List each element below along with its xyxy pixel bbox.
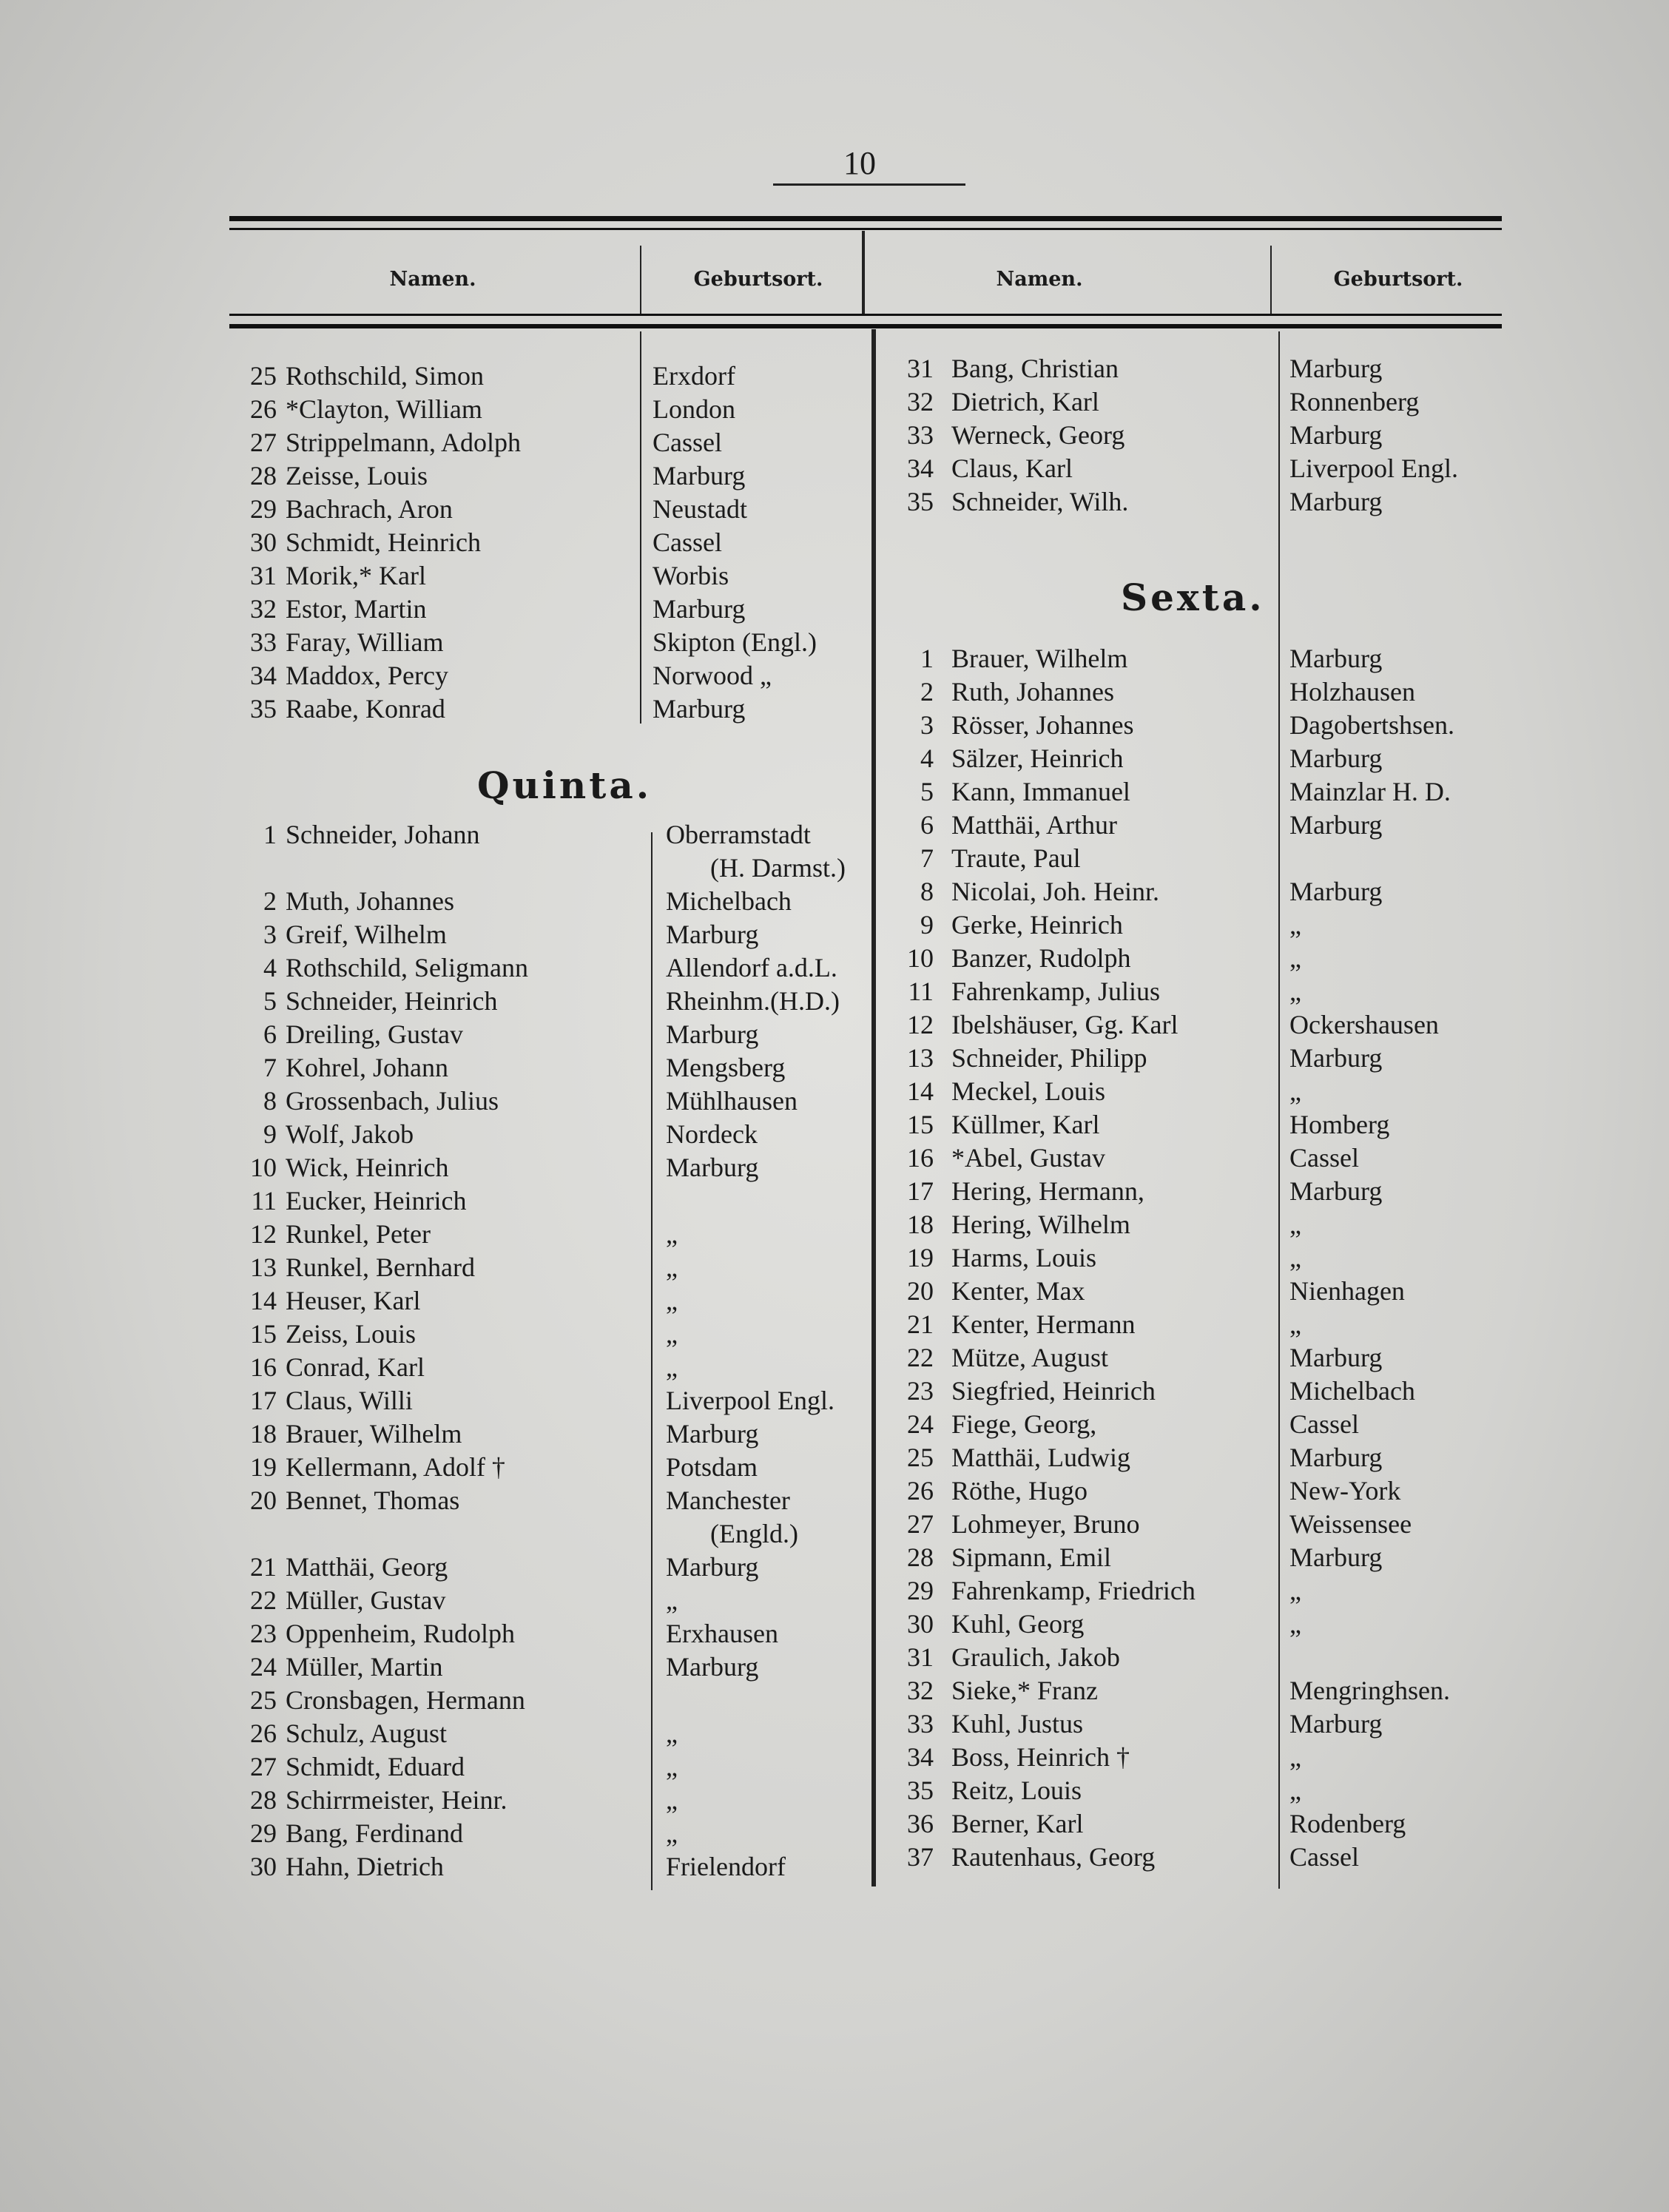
birthplace: Liverpool Engl. [1289, 453, 1458, 483]
birthplace: „ [1289, 910, 1301, 940]
student-number: 2 [920, 677, 934, 707]
student-name: Berner, Karl [951, 1809, 1084, 1838]
student-name: Zeiss, Louis [286, 1319, 416, 1349]
student-number: 17 [250, 1386, 277, 1415]
birthplace: Liverpool Engl. [666, 1386, 834, 1415]
student-number: 1 [263, 820, 277, 849]
student-name: Maddox, Percy [286, 661, 448, 690]
birthplace: Mainzlar H. D. [1289, 777, 1451, 806]
student-name: Kann, Immanuel [951, 777, 1130, 806]
student-number: 31 [907, 1642, 934, 1672]
student-name: Heuser, Karl [286, 1286, 421, 1315]
student-name: Müller, Gustav [286, 1585, 446, 1615]
student-number: 19 [250, 1452, 277, 1482]
student-name: Hering, Hermann, [951, 1176, 1144, 1206]
birthplace-continuation: (Engld.) [710, 1519, 798, 1548]
student-name: Kohrel, Johann [286, 1053, 448, 1082]
student-name: Matthäi, Georg [286, 1552, 448, 1582]
birthplace: Michelbach [666, 886, 792, 916]
student-number: 29 [907, 1576, 934, 1605]
birthplace: Norwood „ [653, 661, 772, 690]
header-rule-top [229, 216, 1502, 221]
birthplace: Mengsberg [666, 1053, 786, 1082]
student-number: 23 [907, 1376, 934, 1406]
student-number: 12 [250, 1219, 277, 1249]
student-name: Dietrich, Karl [951, 387, 1099, 417]
student-number: 2 [263, 886, 277, 916]
student-number: 23 [250, 1619, 277, 1648]
student-number: 25 [250, 1685, 277, 1715]
student-number: 34 [907, 1742, 934, 1772]
birthplace: Rheinhm.(H.D.) [666, 986, 840, 1016]
birthplace: „ [1289, 1576, 1301, 1605]
student-number: 1 [920, 644, 934, 673]
student-name: Schulz, August [286, 1719, 448, 1748]
birthplace: Mühlhausen [666, 1086, 798, 1116]
birthplace: Marburg [1289, 877, 1383, 906]
student-number: 20 [250, 1486, 277, 1515]
birthplace: Marburg [1289, 644, 1383, 673]
student-name: *Abel, Gustav [951, 1143, 1105, 1173]
birthplace: Mengringhsen. [1289, 1676, 1450, 1705]
student-number: 6 [920, 810, 934, 840]
student-number: 5 [263, 986, 277, 1016]
birthplace: Marburg [1289, 487, 1383, 516]
student-number: 21 [907, 1309, 934, 1339]
student-number: 27 [907, 1509, 934, 1539]
birthplace: „ [1289, 943, 1301, 973]
student-name: Estor, Martin [286, 594, 427, 624]
student-name: Sälzer, Heinrich [951, 743, 1124, 773]
student-number: 33 [907, 420, 934, 450]
student-name: Meckel, Louis [951, 1076, 1105, 1106]
birthplace: „ [666, 1719, 678, 1748]
student-number: 13 [907, 1043, 934, 1073]
student-name: Conrad, Karl [286, 1352, 425, 1382]
birthplace: Erxhausen [666, 1619, 778, 1648]
student-number: 10 [250, 1153, 277, 1182]
student-name: Matthäi, Arthur [951, 810, 1117, 840]
birthplace: Oberramstadt [666, 820, 811, 849]
birthplace: Marburg [666, 1019, 759, 1049]
birthplace: Marburg [1289, 1542, 1383, 1572]
student-name: Runkel, Bernhard [286, 1252, 475, 1282]
student-name: Schneider, Wilh. [951, 487, 1129, 516]
birthplace: Marburg [666, 920, 759, 949]
birthplace: Marburg [653, 594, 746, 624]
student-name: Siegfried, Heinrich [951, 1376, 1156, 1406]
birthplace: „ [1289, 1076, 1301, 1106]
student-name: Rothschild, Simon [286, 361, 485, 391]
student-number: 5 [920, 777, 934, 806]
birthplace: „ [1289, 1210, 1301, 1239]
student-number: 27 [250, 1752, 277, 1781]
birthplace: Homberg [1289, 1110, 1390, 1139]
student-number: 35 [907, 487, 934, 516]
birthplace: Marburg [1289, 1343, 1383, 1372]
student-name: Brauer, Wilhelm [951, 644, 1128, 673]
student-name: Greif, Wilhelm [286, 920, 447, 949]
birthplace: Marburg [666, 1652, 759, 1682]
birthplace: Weissensee [1289, 1509, 1412, 1539]
birthplace: Manchester [666, 1486, 790, 1515]
page-number: 10 [843, 145, 876, 181]
birthplace: „ [666, 1585, 678, 1615]
student-number: 24 [907, 1409, 934, 1439]
student-name: Bennet, Thomas [286, 1486, 460, 1515]
header-divider-middle [862, 231, 865, 314]
student-number: 18 [907, 1210, 934, 1239]
student-name: Lohmeyer, Bruno [951, 1509, 1140, 1539]
birthplace: Holzhausen [1289, 677, 1415, 707]
header-namen-left: Namen. [389, 268, 476, 291]
birthplace: Ockershausen [1289, 1010, 1439, 1039]
birthplace: „ [1289, 1243, 1301, 1272]
student-name: Banzer, Rudolph [951, 943, 1131, 973]
student-number: 18 [250, 1419, 277, 1449]
student-number: 6 [263, 1019, 277, 1049]
student-number: 30 [907, 1609, 934, 1639]
student-name: Gerke, Heinrich [951, 910, 1123, 940]
student-name: Bachrach, Aron [286, 494, 453, 524]
header-rule-bottom-thin [229, 314, 1502, 316]
student-name: Graulich, Jakob [951, 1642, 1120, 1672]
birthplace: „ [666, 1818, 678, 1848]
student-name: Müller, Martin [286, 1652, 443, 1682]
student-number: 26 [250, 1719, 277, 1748]
student-number: 16 [250, 1352, 277, 1382]
student-number: 33 [907, 1709, 934, 1739]
student-name: Schmidt, Eduard [286, 1752, 465, 1781]
student-number: 26 [250, 394, 277, 424]
student-number: 9 [920, 910, 934, 940]
birthplace: Cassel [653, 527, 722, 557]
student-name: Schirrmeister, Heinr. [286, 1785, 508, 1815]
student-number: 11 [251, 1186, 277, 1215]
student-number: 10 [907, 943, 934, 973]
student-name: Kellermann, Adolf † [286, 1452, 505, 1482]
birthplace: Marburg [1289, 1043, 1383, 1073]
birthplace: Marburg [1289, 743, 1383, 773]
student-number: 24 [250, 1652, 277, 1682]
student-name: Kenter, Hermann [951, 1309, 1136, 1339]
student-name: Werneck, Georg [951, 420, 1125, 450]
birthplace: Marburg [1289, 1443, 1383, 1472]
student-number: 37 [907, 1842, 934, 1872]
center-divider [871, 329, 876, 1886]
student-name: Rautenhaus, Georg [951, 1842, 1156, 1872]
birthplace: Cassel [1289, 1143, 1359, 1173]
birthplace: Neustadt [653, 494, 747, 524]
student-name: Boss, Heinrich † [951, 1742, 1130, 1772]
student-name: Fahrenkamp, Friedrich [951, 1576, 1196, 1605]
student-number: 8 [263, 1086, 277, 1116]
birthplace: Erxdorf [653, 361, 735, 391]
student-number: 31 [250, 561, 277, 590]
student-number: 4 [263, 953, 277, 982]
birthplace: „ [1289, 1776, 1301, 1805]
student-number: 29 [250, 1818, 277, 1848]
student-name: Schmidt, Heinrich [286, 527, 481, 557]
student-number: 17 [907, 1176, 934, 1206]
birthplace: Marburg [653, 461, 746, 490]
student-number: 30 [250, 1852, 277, 1881]
birthplace: Dagobertshsen. [1289, 710, 1454, 740]
student-number: 14 [250, 1286, 277, 1315]
student-name: Oppenheim, Rudolph [286, 1619, 515, 1648]
birthplace: Marburg [1289, 420, 1383, 450]
student-name: Matthäi, Ludwig [951, 1443, 1130, 1472]
student-number: 22 [907, 1343, 934, 1372]
birthplace-continuation: (H. Darmst.) [710, 853, 846, 883]
left-column-divider-upper [640, 331, 641, 724]
student-number: 31 [907, 354, 934, 383]
student-number: 3 [920, 710, 934, 740]
student-number: 22 [250, 1585, 277, 1615]
student-name: Wick, Heinrich [286, 1153, 449, 1182]
student-name: Sipmann, Emil [951, 1542, 1111, 1572]
birthplace: „ [666, 1252, 678, 1282]
student-number: 25 [250, 361, 277, 391]
student-name: Mütze, August [951, 1343, 1108, 1372]
birthplace: Rodenberg [1289, 1809, 1406, 1838]
student-number: 8 [920, 877, 934, 906]
student-name: Morik,* Karl [286, 561, 426, 590]
student-number: 16 [907, 1143, 934, 1173]
student-name: Sieke,* Franz [951, 1676, 1098, 1705]
birthplace: Michelbach [1289, 1376, 1415, 1406]
header-rule-bottom [229, 324, 1502, 328]
header-geburtsort-left: Geburtsort. [693, 268, 823, 291]
student-name: Hahn, Dietrich [286, 1852, 444, 1881]
birthplace: Ronnenberg [1289, 387, 1420, 417]
student-number: 29 [250, 494, 277, 524]
birthplace: Marburg [666, 1419, 759, 1449]
student-name: Dreiling, Gustav [286, 1019, 463, 1049]
student-number: 35 [250, 694, 277, 724]
birthplace: „ [666, 1752, 678, 1781]
right-column-divider [1278, 331, 1280, 1889]
student-number: 4 [920, 743, 934, 773]
student-number: 27 [250, 428, 277, 457]
student-number: 7 [920, 843, 934, 873]
birthplace: „ [1289, 1742, 1301, 1772]
birthplace: Marburg [1289, 1709, 1383, 1739]
student-number: 21 [250, 1552, 277, 1582]
student-name: Kuhl, Justus [951, 1709, 1084, 1739]
birthplace: „ [666, 1785, 678, 1815]
birthplace: Cassel [653, 428, 722, 457]
student-name: Harms, Louis [951, 1243, 1096, 1272]
header-rule-top-thin [229, 228, 1502, 230]
birthplace: Marburg [1289, 354, 1383, 383]
birthplace: Nienhagen [1289, 1276, 1405, 1306]
student-name: Rothschild, Seligmann [286, 953, 528, 982]
student-name: Runkel, Peter [286, 1219, 431, 1249]
student-name: Reitz, Louis [951, 1776, 1082, 1805]
header-divider-right [1270, 246, 1272, 314]
page-number-rule [773, 183, 965, 186]
section-title-sexta: Sexta. [1121, 576, 1265, 619]
student-number: 32 [250, 594, 277, 624]
birthplace: „ [666, 1352, 678, 1382]
birthplace: Skipton (Engl.) [653, 627, 817, 657]
student-name: Claus, Karl [951, 453, 1073, 483]
student-number: 28 [250, 461, 277, 490]
student-number: 12 [907, 1010, 934, 1039]
birthplace: Marburg [666, 1552, 759, 1582]
student-name: Claus, Willi [286, 1386, 413, 1415]
student-number: 15 [250, 1319, 277, 1349]
student-number: 32 [907, 387, 934, 417]
section-title-quinta: Quinta. [477, 763, 653, 807]
birthplace: Marburg [1289, 1176, 1383, 1206]
student-number: 35 [907, 1776, 934, 1805]
student-name: Ibelshäuser, Gg. Karl [951, 1010, 1179, 1039]
student-number: 32 [907, 1676, 934, 1705]
student-name: Traute, Paul [951, 843, 1081, 873]
student-number: 36 [907, 1809, 934, 1838]
birthplace: Nordeck [666, 1119, 758, 1149]
student-name: Ruth, Johannes [951, 677, 1114, 707]
student-name: Eucker, Heinrich [286, 1186, 467, 1215]
birthplace: Worbis [653, 561, 729, 590]
birthplace: „ [666, 1286, 678, 1315]
student-name: Kenter, Max [951, 1276, 1085, 1306]
student-name: Küllmer, Karl [951, 1110, 1100, 1139]
left-column-divider-lower [651, 832, 653, 1890]
student-name: Schneider, Johann [286, 820, 480, 849]
student-name: Zeisse, Louis [286, 461, 428, 490]
header-divider-left [640, 246, 641, 314]
student-number: 28 [250, 1785, 277, 1815]
student-number: 34 [907, 453, 934, 483]
birthplace: London [653, 394, 735, 424]
student-name: Kuhl, Georg [951, 1609, 1085, 1639]
student-number: 30 [250, 527, 277, 557]
student-number: 13 [250, 1252, 277, 1282]
birthplace: „ [666, 1219, 678, 1249]
student-number: 15 [907, 1110, 934, 1139]
student-number: 20 [907, 1276, 934, 1306]
student-number: 28 [907, 1542, 934, 1572]
birthplace: Potsdam [666, 1452, 758, 1482]
student-name: Schneider, Philipp [951, 1043, 1147, 1073]
birthplace: „ [1289, 1609, 1301, 1639]
student-name: Bang, Christian [951, 354, 1119, 383]
student-number: 14 [907, 1076, 934, 1106]
student-name: Brauer, Wilhelm [286, 1419, 462, 1449]
header-geburtsort-right: Geburtsort. [1333, 268, 1463, 291]
student-number: 3 [263, 920, 277, 949]
student-number: 33 [250, 627, 277, 657]
student-name: Faray, William [286, 627, 444, 657]
student-name: Bang, Ferdinand [286, 1818, 463, 1848]
student-name: Röthe, Hugo [951, 1476, 1088, 1505]
student-number: 19 [907, 1243, 934, 1272]
birthplace: Frielendorf [666, 1852, 786, 1881]
student-number: 11 [908, 977, 934, 1006]
birthplace: Cassel [1289, 1409, 1359, 1439]
student-name: Nicolai, Joh. Heinr. [951, 877, 1159, 906]
birthplace: Marburg [653, 694, 746, 724]
student-name: Strippelmann, Adolph [286, 428, 521, 457]
birthplace: Allendorf a.d.L. [666, 953, 837, 982]
student-name: Cronsbagen, Hermann [286, 1685, 525, 1715]
student-number: 7 [263, 1053, 277, 1082]
birthplace: „ [1289, 977, 1301, 1006]
birthplace: New-York [1289, 1476, 1401, 1505]
student-number: 34 [250, 661, 277, 690]
student-name: *Clayton, William [286, 394, 482, 424]
student-name: Rösser, Johannes [951, 710, 1134, 740]
student-name: Muth, Johannes [286, 886, 454, 916]
student-number: 25 [907, 1443, 934, 1472]
student-name: Wolf, Jakob [286, 1119, 414, 1149]
birthplace: Marburg [1289, 810, 1383, 840]
birthplace: Cassel [1289, 1842, 1359, 1872]
student-name: Hering, Wilhelm [951, 1210, 1130, 1239]
student-number: 9 [263, 1119, 277, 1149]
birthplace: „ [666, 1319, 678, 1349]
student-name: Fahrenkamp, Julius [951, 977, 1160, 1006]
student-number: 26 [907, 1476, 934, 1505]
student-name: Schneider, Heinrich [286, 986, 498, 1016]
student-name: Grossenbach, Julius [286, 1086, 499, 1116]
birthplace: Marburg [666, 1153, 759, 1182]
student-name: Fiege, Georg, [951, 1409, 1097, 1439]
birthplace: „ [1289, 1309, 1301, 1339]
student-name: Raabe, Konrad [286, 694, 445, 724]
header-namen-right: Namen. [996, 268, 1083, 291]
